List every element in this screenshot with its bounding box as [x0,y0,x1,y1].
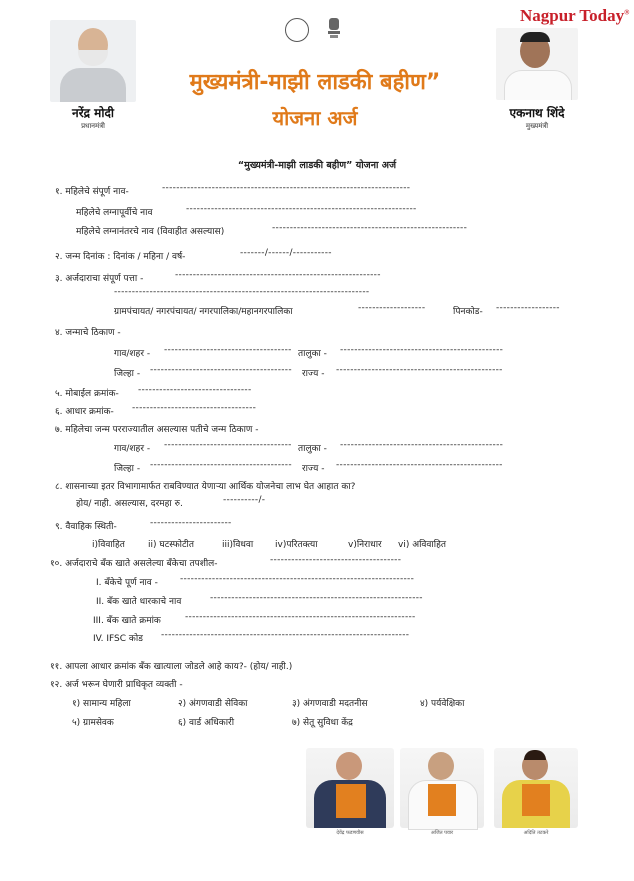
page-title: मुख्यमंत्री-माझी लाडकी बहीण” [189,70,441,95]
leader-photo-3 [494,748,578,828]
q2-label: २. जन्म दिनांक : दिनांक / महिना / वर्ष- [55,252,186,262]
leader-photo-1 [306,748,394,828]
q1b-label: महिलेचे लग्नानंतरचे नाव (विवाहीत असल्यास) [76,227,225,237]
mobile-field[interactable]: -------------------------------- [138,385,252,395]
q7-label: ७. महिलेचा जन्म परराज्यातील असल्यास पतीचे जन्म ठिकाण - [55,425,259,435]
cm-role: मुख्यमंत्री [525,122,549,130]
q8-label: ८. शासनाच्या इतर विभागामार्फत राबविण्यात येणाऱ्या आर्थिक योजनेचा लाभ घेत आहात का? [55,482,356,492]
q3-field[interactable]: ---------------------------------------------------------- [175,270,381,280]
q2-field[interactable]: -------/------/----------- [240,248,332,258]
cm-photo [496,28,578,100]
authorized-option[interactable]: २) अंगणवाडी सेविका [178,699,248,709]
marital-option[interactable]: i)विवाहित [92,540,125,550]
q7-district-label: जिल्हा - [114,464,141,474]
pincode-label: पिनकोड- [453,307,483,317]
account-number-label: III. बँक खाते क्रमांक [93,616,161,626]
authorized-option[interactable]: ६) वार्ड अधिकारी [178,718,235,728]
q4-district-field[interactable]: ---------------------------------------- [150,365,292,375]
q4-state-label: राज्य - [302,369,325,379]
q3-label: ३. अर्जदाराचा संपूर्ण पत्ता - [55,274,144,284]
holder-name-label: II. बँक खाते धारकाचे नाव [96,597,182,607]
marital-option[interactable]: iv)परितक्त्या [275,540,318,550]
q4-taluka-label: तालुका - [298,349,327,359]
pm-photo [50,20,136,102]
pm-name: नरेंद्र मोदी [72,106,114,120]
marital-field[interactable]: ----------------------- [150,518,232,528]
q10-field[interactable]: ------------------------------------- [270,555,402,565]
leader-photo-2 [400,748,484,828]
cm-name: एकनाथ शिंदे [509,106,565,120]
q11-label: ११. आपला आधार क्रमांक बँक खात्याला जोडले आहे काय?- (होय/ नाही.) [50,662,293,672]
ifsc-label: IV. IFSC कोड [93,634,143,644]
q8-answer-label: होय/ नाही. असल्यास, दरमहा रु. [76,499,183,509]
q7-state-field[interactable]: ----------------------------------------------- [336,460,503,470]
q3-field-2[interactable]: ------------------------------------------------------------------------ [114,287,370,297]
q10-label: १०. अर्जदाराचे बँक खाते असलेल्या बँकेचा तपशील- [50,559,218,569]
q5-label: ५. मोबाईल क्रमांक- [55,389,119,399]
govt-seal-icon [285,18,309,42]
q1-field[interactable]: ---------------------------------------------------------------------- [162,183,411,193]
q4-label: ४. जन्माचे ठिकाण - [55,328,121,338]
q6-label: ६. आधार क्रमांक- [55,407,114,417]
q7-taluka-label: तालुका - [298,444,327,454]
marital-option[interactable]: v)निराधार [348,540,382,550]
q4-district-label: जिल्हा - [114,369,141,379]
q4-state-field[interactable]: ----------------------------------------------- [336,365,503,375]
q1-label: १. महिलेचे संपूर्ण नाव- [55,187,129,197]
authorized-option[interactable]: ५) ग्रामसेवक [72,718,114,728]
national-emblem-icon [326,16,342,40]
form-subtitle: “मुख्यमंत्री-माझी लाडकी बहीण” योजना अर्ज [237,160,397,171]
q4-taluka-field[interactable]: ---------------------------------------------- [340,345,504,355]
q3-line2-field[interactable]: ------------------- [358,303,426,313]
holder-name-field[interactable]: ------------------------------------------------------------ [210,593,423,603]
q4-village-field[interactable]: ------------------------------------ [164,345,292,355]
leader-caption-1: देवेंद्र फडणवीस [336,830,364,836]
q7-village-label: गाव/शहर - [114,444,151,454]
q1a-field[interactable]: ----------------------------------------------------------------- [186,204,417,214]
leader-caption-2: अजित पवार [430,830,454,836]
q8-amount-field[interactable]: ----------/- [223,495,266,505]
authorized-option[interactable]: ३) अंगणवाडी मदतनीस [292,699,368,709]
q3-line2-label: ग्रामपंचायत/ नगरपंचायत/ नगरपालिका/महानगरपालिका [114,307,293,317]
ifsc-field[interactable]: ---------------------------------------------------------------------- [161,630,410,640]
bank-name-label: I. बँकेचे पूर्ण नाव - [96,578,158,588]
aadhaar-field[interactable]: ----------------------------------- [132,403,257,413]
q7-village-field[interactable]: ------------------------------------ [164,440,292,450]
q12-label: १२. अर्ज भरून घेणारी प्राधिकृत व्यक्ती - [50,680,183,690]
pm-role: प्रधानमंत्री [81,122,105,130]
marital-option[interactable]: vi) अविवाहित [398,540,446,550]
authorized-option[interactable]: १) सामान्य महिला [72,699,131,709]
leader-caption-3: अदिति तटकरे [523,830,549,836]
bank-name-field[interactable]: ------------------------------------------------------------------ [180,574,415,584]
q7-district-field[interactable]: ---------------------------------------- [150,460,292,470]
q4-village-label: गाव/शहर - [114,349,151,359]
q7-state-label: राज्य - [302,464,325,474]
authorized-option[interactable]: ४) पर्यवेक्षिका [420,699,465,709]
marital-option[interactable]: iii)विधवा [222,540,254,550]
pincode-field[interactable]: ------------------ [496,303,560,313]
q1a-label: महिलेचे लग्नापूर्वीचे नाव [76,208,153,218]
q9-label: ९. वैवाहिक स्थिती- [55,522,117,532]
account-number-field[interactable]: ----------------------------------------------------------------- [185,612,416,622]
marital-option[interactable]: ii) घटस्फोटीत [148,540,194,550]
q1b-field[interactable]: ------------------------------------------------------- [272,223,468,233]
q7-taluka-field[interactable]: ---------------------------------------------- [340,440,504,450]
page-title-line2: योजना अर्ज [272,106,358,130]
brand-logo: Nagpur Today® [520,6,630,25]
authorized-option[interactable]: ७) सेतू सुविधा केंद्र [292,718,353,728]
